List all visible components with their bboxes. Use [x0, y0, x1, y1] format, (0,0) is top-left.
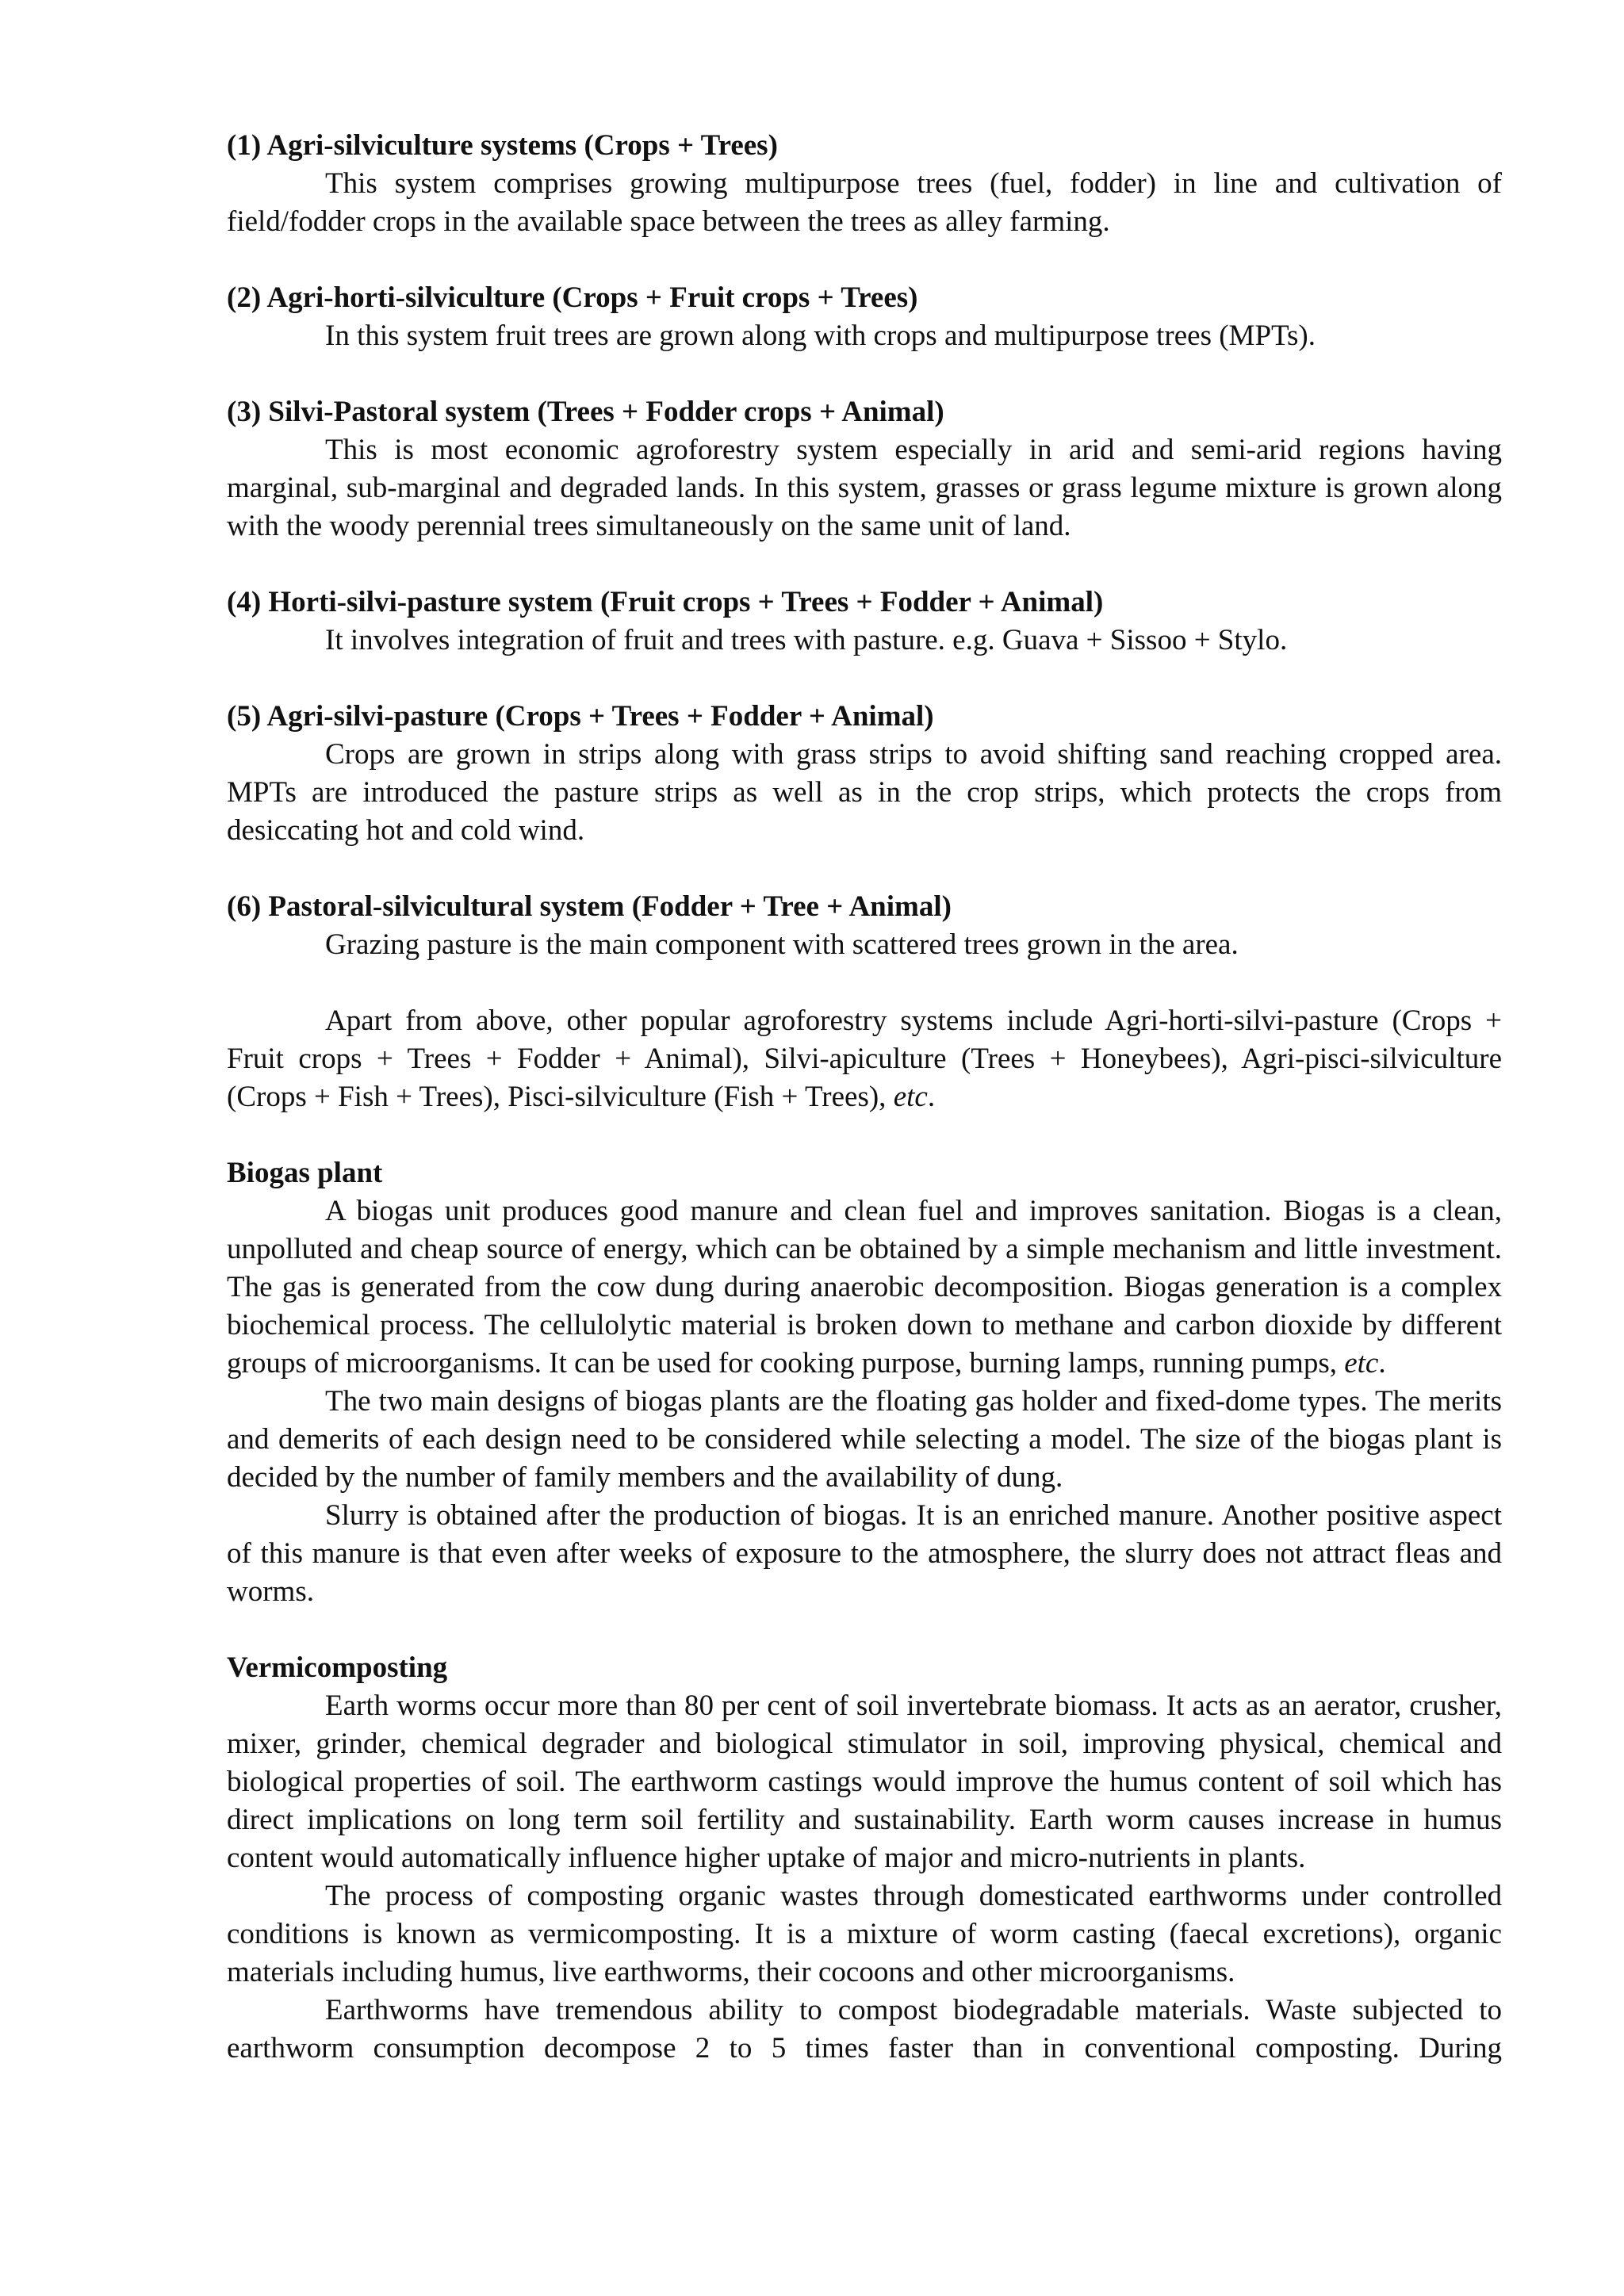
section-pastoral-silvicultural [227, 888, 1502, 964]
paragraph-pastoral-silvicultural: Grazing pasture is the main component with scattered trees grown in the area. [325, 928, 1239, 961]
paragraph-biogas-2: The two main designs of biogas plants are the floating gas holder and fixed-dome types. The merits and demerits of each design need to be considered while selecting a model. The size of the biogas plant is decided by the number of family members and the availability of dung. [227, 1385, 1502, 1494]
paragraph-silvi-pastoral: This is most economic agroforestry system especially in arid and semi-arid regions having marginal, sub-marginal and degraded lands. In this system, grasses or grass legume mixture is grown along with the woody perennial trees simultaneously on the same unit of land. [227, 434, 1502, 542]
section-horti-silvi-pasture [227, 584, 1502, 660]
heading-silvi-pastoral: (3) Silvi-Pastoral system (Trees + Fodder crops + Animal) [227, 396, 944, 428]
heading-vermicomposting: Vermicomposting [227, 1651, 448, 1684]
paragraph-vermicomposting-1: Earth worms occur more than 80 per cent of soil invertebrate biomass. It acts as an aerator, crusher, mixer, grinder, chemical degrader and biological stimulator in soil, improving physical, chemical and biological properties of soil. The earthworm castings would improve the humus content of soil which has direct implications on long term soil fertility and sustainability. Earth worm causes increase in humus content would automatically influence higher uptake of major and micro-nutrients in plants. [227, 1689, 1502, 1874]
paragraph-horti-silvi-pasture: It involves integration of fruit and trees with pasture. e.g. Guava + Sissoo + Stylo. [325, 624, 1288, 656]
heading-horti-silvi-pasture: (4) Horti-silvi-pasture system (Fruit crops + Trees + Fodder + Animal) [227, 586, 1104, 618]
biogas-p1-text: A biogas unit produces good manure and clean fuel and improves sanitation. Biogas is a clean, unpolluted and cheap source of energy, which can be obtained by a simple mechanism and little investment. The gas is generated from the cow dung during anaerobic decomposition. Biogas generation is a complex biochemical process. The cellulolytic material is broken down to methane and carbon dioxide by different groups of microorganisms. It can be used for cooking purpose, burning lamps, running pumps, [227, 1195, 1502, 1380]
biogas-p1-etc: etc [1344, 1347, 1379, 1380]
section-silvi-pastoral [227, 393, 1502, 545]
other-systems-text: Apart from above, other popular agroforestry systems include Agri-horti-silvi-pasture (Crops + Fruit crops + Trees + Fodder + Animal), Silvi-apiculture (Trees + Honeybees), Agri-pisci-silviculture (Crops + Fish + Trees), Pisci-silviculture (Fish + Trees), [227, 1004, 1502, 1113]
section-agri-horti-silviculture [227, 279, 1502, 355]
other-systems-etc: etc [893, 1081, 928, 1113]
section-agri-silvi-pasture [227, 698, 1502, 850]
heading-agri-horti-silviculture: (2) Agri-horti-silviculture (Crops + Fruit crops + Trees) [227, 281, 918, 314]
section-biogas [227, 1154, 1502, 1611]
paragraph-agri-silvi-pasture: Crops are grown in strips along with grass strips to avoid shifting sand reaching cropped area. MPTs are introduced the pasture strips as well as in the crop strips, which protects the crops from desiccating hot and cold wind. [227, 738, 1502, 847]
document-page [227, 127, 1502, 2068]
heading-agri-silvi-pasture: (5) Agri-silvi-pasture (Crops + Trees + Fodder + Animal) [227, 700, 934, 733]
paragraph-biogas-1 [227, 1192, 1502, 1383]
biogas-p1-end: . [1378, 1347, 1386, 1380]
paragraph-vermicomposting-2: The process of composting organic wastes through domesticated earthworms under controlled conditions is known as vermicomposting. It is a mixture of worm casting (faecal excretions), organic materials including humus, live earthworms, their cocoons and other microorganisms. [227, 1880, 1502, 1988]
paragraph-biogas-3: Slurry is obtained after the production of biogas. It is an enriched manure. Another positive aspect of this manure is that even after weeks of exposure to the atmosphere, the slurry does not attract fleas and worms. [227, 1499, 1502, 1608]
paragraph-vermicomposting-3: Earthworms have tremendous ability to compost biodegradable materials. Waste subjected to earthworm consumption decompose 2 to 5 times faster than in conventional composting. During [227, 1994, 1502, 2064]
other-systems-end: . [927, 1081, 936, 1113]
paragraph-other-systems [227, 1002, 1502, 1116]
paragraph-agri-silviculture: This system comprises growing multipurpose trees (fuel, fodder) in line and cultivation of field/fodder crops in the available space between the trees as alley farming. [227, 167, 1502, 238]
section-agri-silviculture [227, 127, 1502, 241]
heading-pastoral-silvicultural: (6) Pastoral-silvicultural system (Fodder + Tree + Animal) [227, 890, 952, 923]
section-other-systems [227, 1002, 1502, 1116]
paragraph-agri-horti-silviculture: In this system fruit trees are grown along with crops and multipurpose trees (MPTs). [325, 320, 1316, 352]
section-vermicomposting [227, 1649, 1502, 2068]
heading-biogas: Biogas plant [227, 1157, 383, 1189]
heading-agri-silviculture: (1) Agri-silviculture systems (Crops + Trees) [227, 129, 778, 162]
